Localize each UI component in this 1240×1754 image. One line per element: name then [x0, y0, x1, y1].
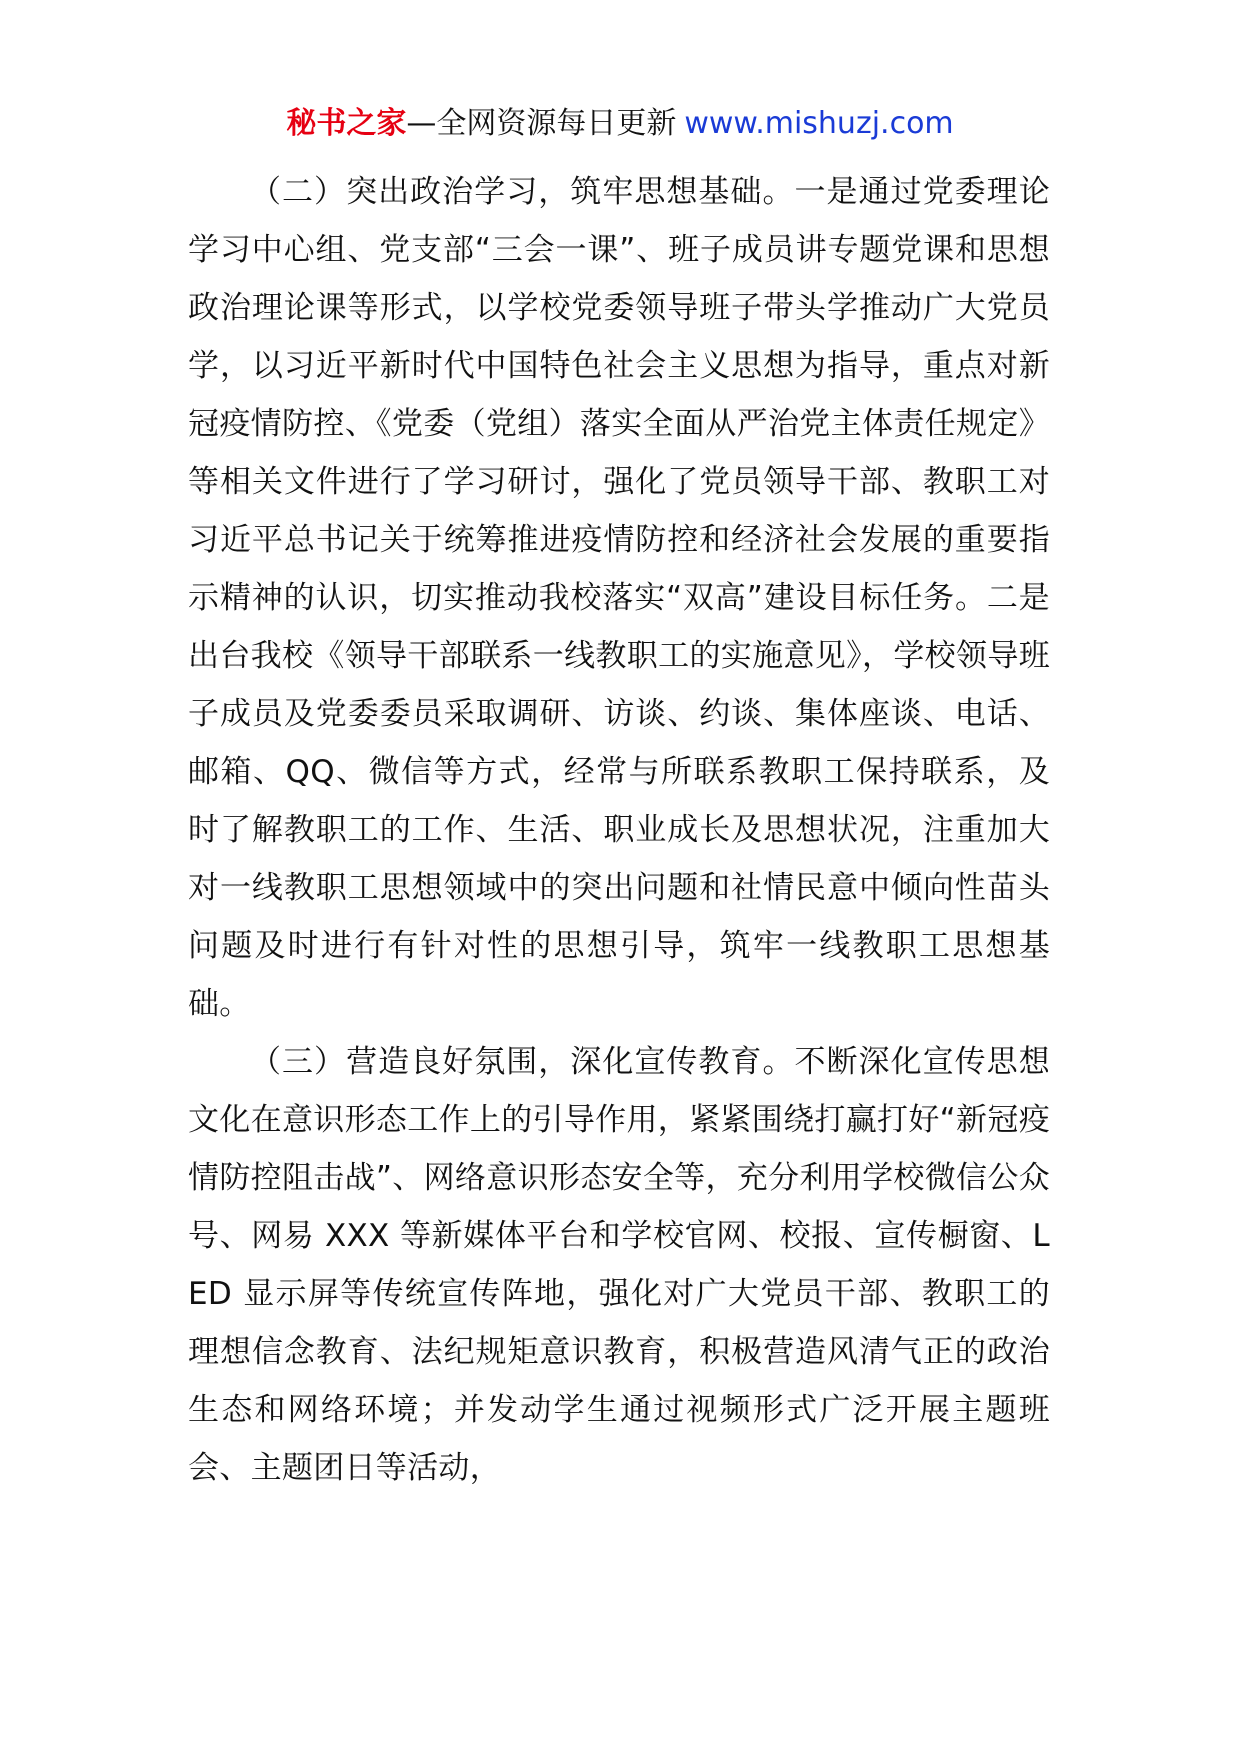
watermark-header: [0, 100, 1240, 148]
paragraph-political-study: （二）突出政治学习，筑牢思想基础。一是通过党委理论学习中心组、党支部“三会一课”、班子成员讲专题党课和思想政治理论课等形式，以学校党委领导班子带头学推动广大党员学，以习近平新时代中国特色社会主义思想为指导，重点对新冠疫情防控、《党委（党组）落实全面从严治党主体责任规定》等相关文件进行了学习研讨，强化了党员领导干部、教职工对习近平总书记关于统筹推进疫情防控和经济社会发展的重要指示精神的认识，切实推动我校落实“双高”建设目标任务。二是出台我校《领导干部联系一线教职工的实施意见》，学校领导班子成员及党委委员采取调研、访谈、约谈、集体座谈、电话、邮箱、QQ、微信等方式，经常与所联系教职工保持联系，及时了解教职工的工作、生活、职业成长及思想状况，注重加大对一线教职工思想领域中的突出问题和社情民意中倾向性苗头问题及时进行有针对性的思想引导，筑牢一线教职工思想基础。: [188, 174, 1050, 1022]
header-tagline: —全网资源每日更新: [406, 106, 677, 141]
paragraph-publicity-education: （三）营造良好氛围，深化宣传教育。不断深化宣传思想文化在意识形态工作上的引导作用，紧紧围绕打赢打好“新冠疫情防控阻击战”、网络意识形态安全等，充分利用学校微信公众号、网易 XXX 等新媒体平台和学校官网、校报、宣传橱窗、LED 显示屏等传统宣传阵地，强化对广大党员干部、教职工的理想信念教育、法纪规矩意识教育，积极营造风清气正的政治生态和网络环境；并发动学生通过视频形式广泛开展主题班会、主题团日等活动，: [188, 1044, 1050, 1486]
site-url-link[interactable]: www.mishuzj.com: [684, 106, 954, 141]
document-body: [188, 163, 1050, 1497]
brand-name: 秘书之家: [286, 106, 407, 141]
